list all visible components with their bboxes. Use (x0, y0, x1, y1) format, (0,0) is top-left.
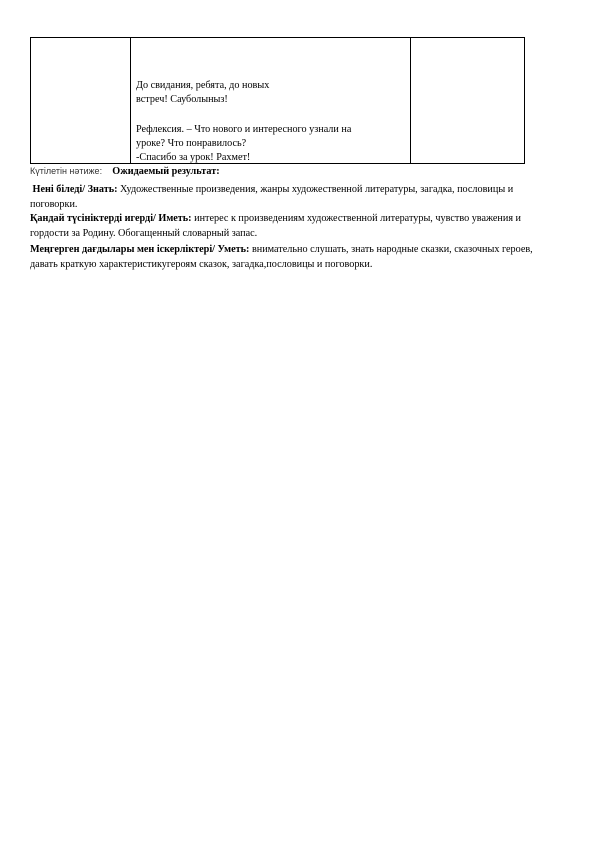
know-label: Нені біледі/ Знать: (32, 184, 118, 195)
farewell-line-2: встреч! Сауболыныз! (136, 94, 228, 105)
know-text: Художественные произведения, жанры художественной литературы, загадка, пословицы и поговорки. (30, 184, 514, 210)
attitude-label: Қандай түсініктерді игерді/ Иметь: (30, 213, 192, 224)
outcome-heading (30, 166, 220, 177)
farewell-line-1: До свидания, ребята, до новых (136, 80, 270, 91)
lesson-table (30, 37, 525, 164)
skills-text: внимательно слушать, знать народные сказки, сказочных героев, давать краткую характеристикугероям сказок, загадка,пословицы и поговорки. (30, 244, 533, 270)
outcome-skills (30, 242, 560, 272)
outcome-know (30, 182, 560, 212)
thanks-line: -Спасибо за урок! Рахмет! (136, 152, 251, 163)
table-cell-content (131, 38, 411, 163)
attitude-text: интерес к произведениям художественной литературы, чувство уважения и гордости за Родину. Обогащенный словарный запас. (30, 213, 522, 239)
skills-label: Меңгерген дағдылары мен іскерліктері/ Уметь: (30, 244, 250, 255)
table-cell-resources (411, 38, 524, 163)
table-cell-stage (31, 38, 131, 163)
outcome-heading-ru: Ожидаемый результат: (112, 166, 220, 177)
reflection-line-1: Рефлексия. – Что нового и интересного узнали на (136, 124, 352, 135)
reflection-line-2: уроке? Что понравилось? (136, 138, 247, 149)
outcome-attitude (30, 211, 560, 241)
outcome-heading-kz: Күтілетін нәтиже: (30, 166, 103, 176)
